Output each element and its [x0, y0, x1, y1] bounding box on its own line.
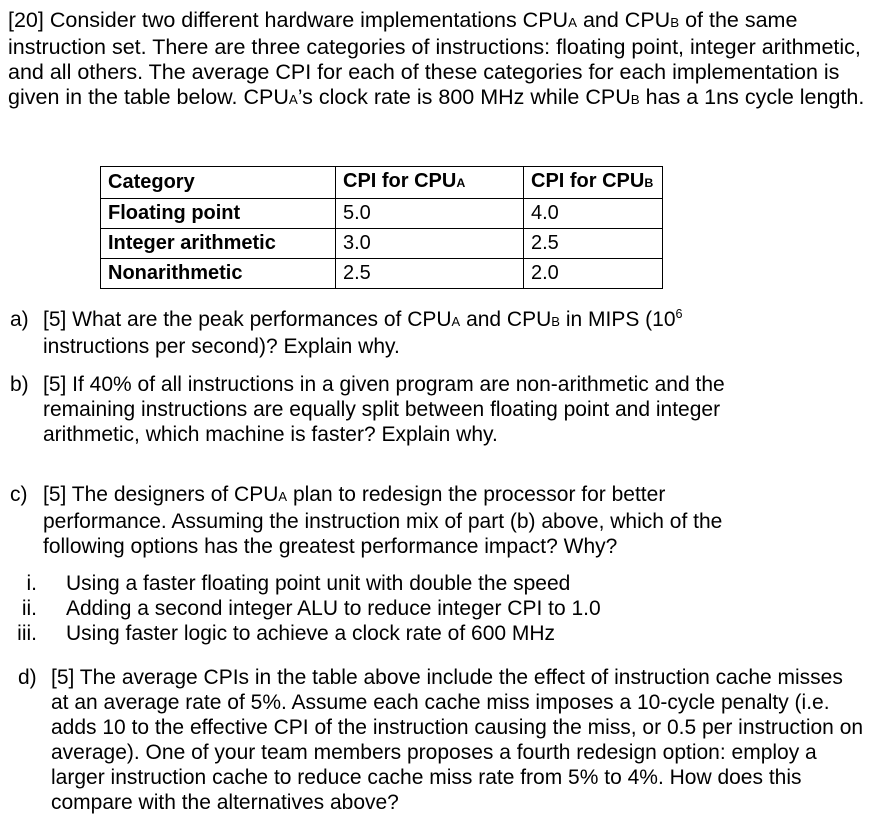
table-cell: 2.0 — [524, 259, 663, 289]
question-letter: d) — [18, 666, 37, 689]
table-row — [101, 199, 663, 229]
table-cell: 3.0 — [336, 229, 524, 259]
header-cpi-a: CPI for CPUA — [336, 167, 524, 199]
option-text: Using a faster floating point unit with double the speed — [66, 572, 571, 595]
cpi-table — [100, 166, 663, 289]
option-text: Using faster logic to achieve a clock rate of 600 MHz — [66, 622, 556, 645]
table-row — [101, 229, 663, 259]
question-letter: a) — [10, 308, 29, 331]
option-numeral: i. — [26, 572, 37, 595]
question-letter: b) — [10, 373, 29, 396]
table-header-row — [101, 167, 663, 199]
option-numeral: iii. — [17, 622, 37, 645]
table-cell: 5.0 — [336, 199, 524, 229]
table-cell: 2.5 — [336, 259, 524, 289]
question-letter: c) — [10, 483, 28, 506]
table-cell: 4.0 — [524, 199, 663, 229]
table-cell: Floating point — [101, 199, 336, 229]
problem-intro: [20] Consider two different hardware implementations CPUA and CPUB of the same instruction set. There are three categories of instructions: floating point, integer arithmetic, and all others. The average CPI for each of these categories for each implementation is given in the table below. CPUA’s clock rate is 800 MHz while CPUB has a 1ns cycle length. — [8, 8, 865, 109]
question-text: [5] The average CPIs in the table above include the effect of instruction cache misses at an average rate of 5%. Assume each cache miss imposes a 10-cycle penalty (i.e. adds 10 to the effective CPI of the instruction causing the miss, or 0.5 per instruction on average). One of your team members proposes a fourth redesign option: employ a larger instruction cache to reduce cache miss rate from 5% to 4%. How does this compare with the alternatives above? — [51, 666, 864, 814]
header-category: Category — [101, 167, 336, 199]
table-cell: Nonarithmetic — [101, 259, 336, 289]
table-cell: Integer arithmetic — [101, 229, 336, 259]
table-row — [101, 259, 663, 289]
option-text: Adding a second integer ALU to reduce integer CPI to 1.0 — [66, 597, 601, 620]
question-text: [5] What are the peak performances of CPUA and CPUB in MIPS ($10^6$ instructions per second)? Explain why. — [43, 307, 683, 358]
header-cpi-b: CPI for CPUB — [524, 167, 663, 199]
table-cell: 2.5 — [524, 229, 663, 259]
question-text: [5] The designers of CPUA plan to redesign the processor for better performance. Assuming the instruction mix of part (b) above, which of the following options has the greatest performance impact? Why? — [43, 483, 723, 558]
option-numeral: ii. — [21, 597, 37, 620]
question-text: [5] If 40% of all instructions in a given program are non-arithmetic and the remaining instructions are equally split between floating point and integer arithmetic, which machine is faster? Explain why. — [43, 373, 725, 446]
